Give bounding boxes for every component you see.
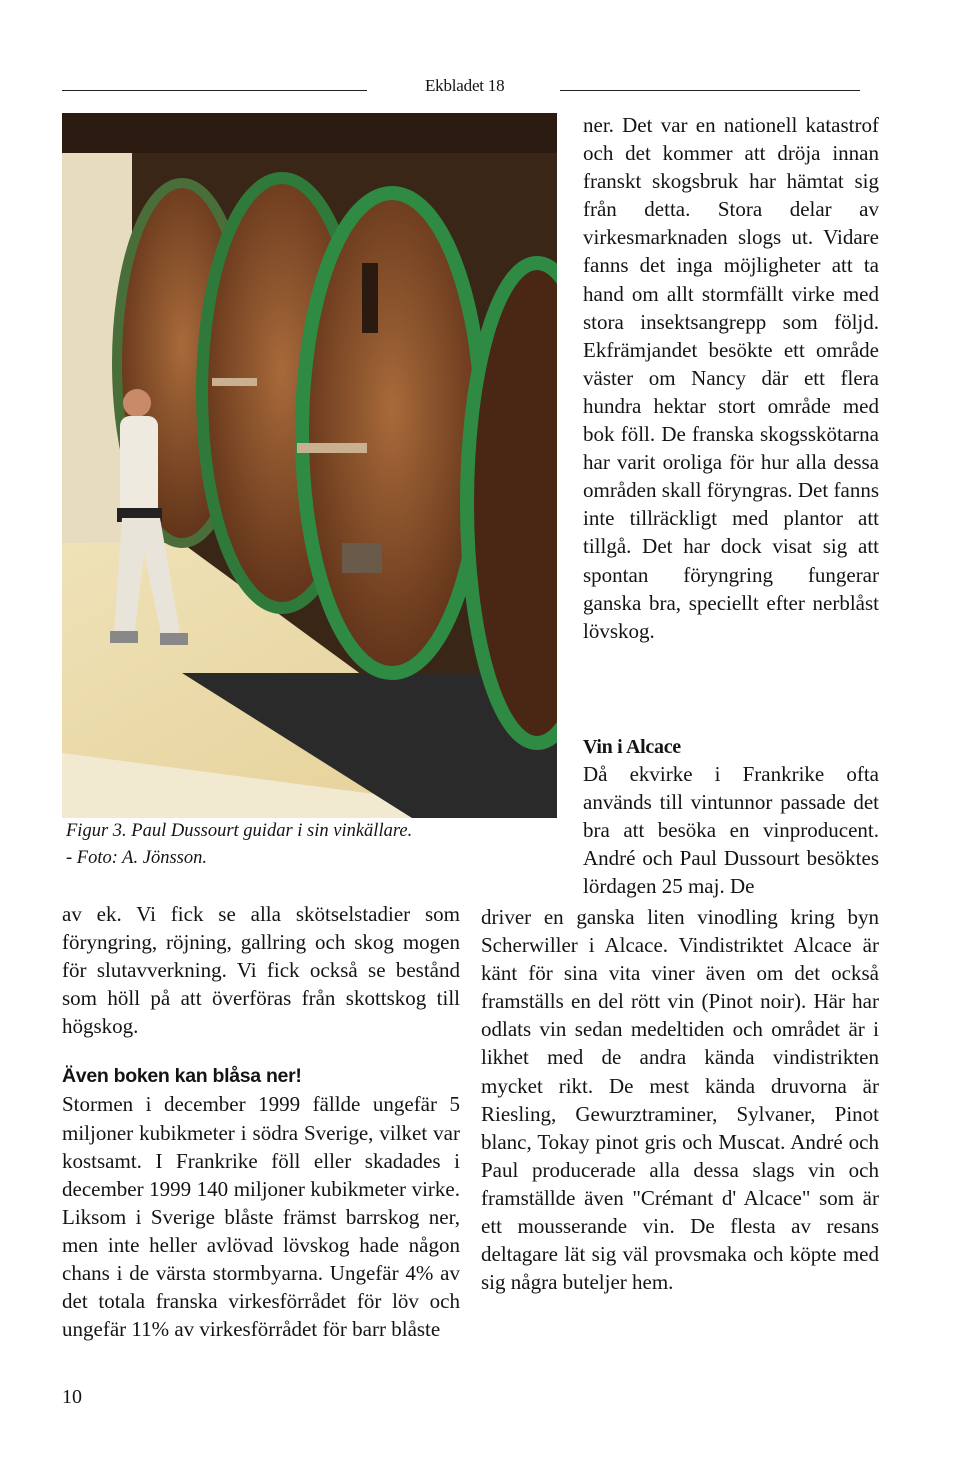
- section-heading-storm: Även boken kan blåsa ner!: [62, 1065, 302, 1088]
- right-column: [583, 111, 879, 645]
- caption-line: Figur 3. Paul Dussourt guidar i sin vinkällare.: [66, 821, 413, 841]
- right-paragraph-1: ner. Det var en nationell katastrof och det kommer att dröja innan franskt skogsbruk har hämtat sig från detta. Stora delar av virkesmarknaden slogs ut. Vidare fanns det inga möjligheter att ta hand om allt stormfällt virke med stora insektsangrepp som följd. Ekfrämjandet besökte ett område väster om Nancy där ett flera hundra hektar stort område med bok föll. De franska skogsskötarna har varit oroliga för hur alla dessa områden skall föryngras. Det fanns inte tillräckligt med plantor att tillgå. Det har dock visat sig att spontan föryngring fungerar ganska bra, speciellt efter nerblåst lövskog.: [583, 113, 879, 643]
- left-paragraph-1: av ek. Vi fick se alla skötselstadier som föryngring, röjning, gallring och skog mogen för slutavverkning. Vi fick också se bestånd som höll på att överföras från skottskog till högskog.: [62, 902, 460, 1039]
- wine-paragraph-narrow: [583, 760, 879, 900]
- wine-paragraph-wide: [481, 903, 879, 1296]
- wine-cellar-photo: [62, 113, 557, 818]
- section-heading-wine: Vin i Alcace: [583, 736, 681, 758]
- wine-paragraph-start: Då ekvirke i Frankrike ofta används till vintunnor passade det bra att besöka en vinproducent. André och Paul Dussourt besöktes lördagen 25 maj. De: [583, 762, 879, 899]
- header-rule-left: [62, 90, 367, 91]
- left-column: [62, 900, 460, 1343]
- running-header: Ekbladet 18: [425, 76, 505, 95]
- wine-paragraph-continued: driver en ganska liten vinodling kring byn Scherwiller i Alcace. Vindistriktet Alcace är känt för sina vita viner även om det också framställs en del rött vin (Pinot noir). Här har odlats vin sedan medeltiden och området är i likhet med de andra kända vindistrikten mycket rikt. De mest kända druvorna är Riesling, Gewurztraminer, Sylvaner, Pinot blanc, Tokay pinot gris och Muscat. André och Paul producerade alla dessa slags vin och framställde även "Crémant d' Alcace" som är ett mousserande vin. De flesta av resans deltagare lät sig väl provsmaka och köpte med sig några buteljer hem.: [481, 905, 879, 1295]
- page-number: 10: [62, 1386, 82, 1408]
- header-rule-right: [560, 90, 860, 91]
- photo-caption: [66, 818, 486, 872]
- caption-credit: - Foto: A. Jönsson.: [66, 848, 207, 868]
- left-paragraph-2: Stormen i december 1999 fällde ungefär 5 miljoner kubikmeter i södra Sverige, vilket var kostsamt. I Frankrike föll eller skadades i december 1999 140 miljoner kubikmeter virke. Liksom i Sverige blåste främst barrskog ner, men inte heller avlövad lövskog hade någon chans i de värsta stormbyarna. Ungefär 4% av det totala franska virkesförrådet för löv och ungefär 11% av virkesförrådet för barr blåste: [62, 1092, 460, 1342]
